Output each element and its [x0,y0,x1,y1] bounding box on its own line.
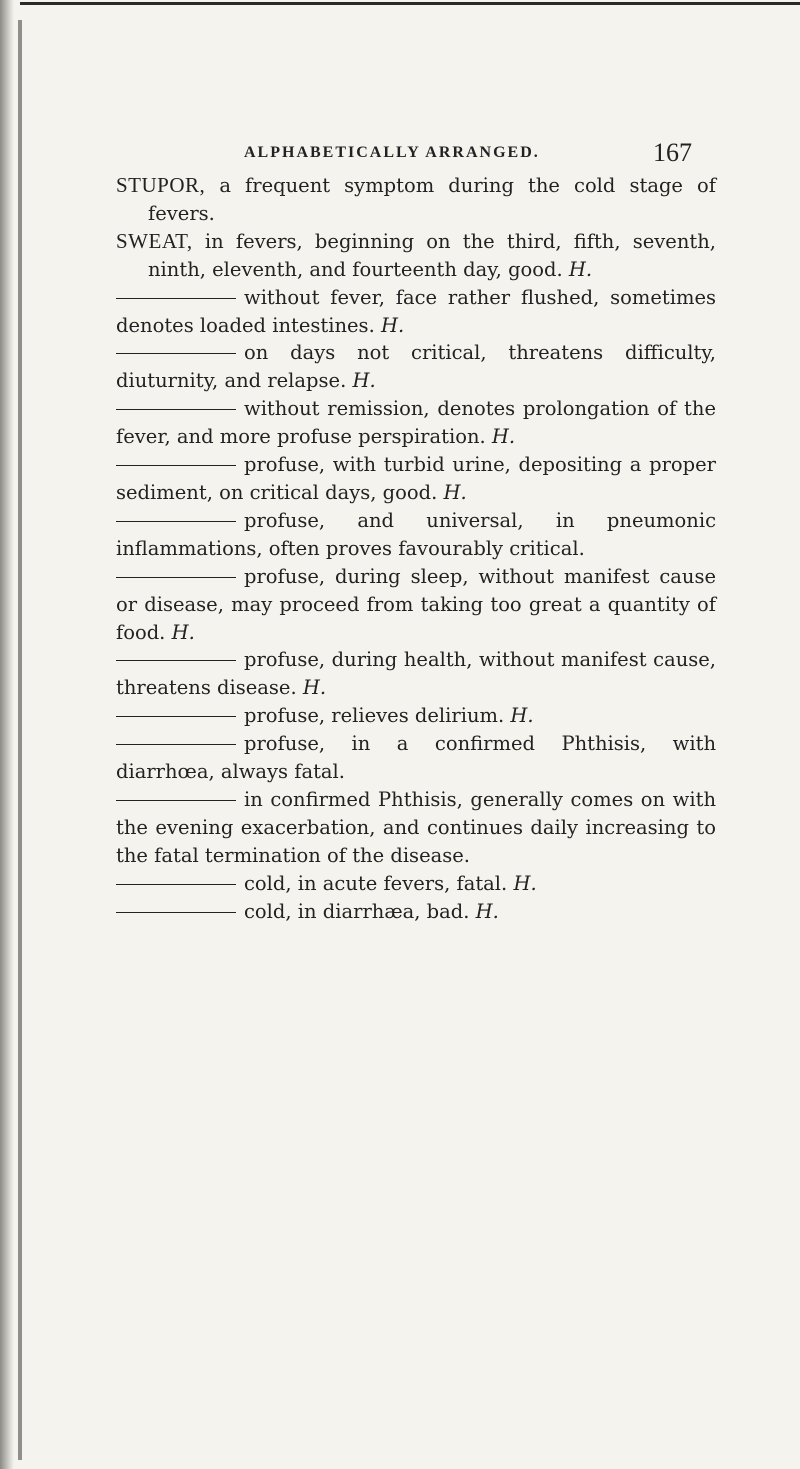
subentry [116,339,716,395]
ditto-dash [116,353,236,354]
subentry-reference: H. [352,369,376,393]
ditto-dash [116,800,236,801]
subentry-reference: H. [510,704,534,728]
subentry-reference: H. [302,676,327,700]
ditto-dash [116,298,236,299]
subentry-reference: H. [513,871,537,895]
subentry-text: cold, in diarrhæa, bad. [244,899,476,923]
subentry-text: cold, in acute fevers, fatal. [244,871,514,895]
ditto-dash [116,577,236,578]
subentry-reference: H. [171,620,195,644]
entry-text: a frequent symptom during the cold stage of fevers. [148,174,716,225]
subentry-list [116,284,716,926]
entry-text: in fevers, beginning on the third, fifth, seventh, ninth, eleventh, and fourteenth day, good. [148,229,716,281]
entry-headword: SWEAT, [116,228,193,253]
subentry-text: profuse, during sleep, without manifest cause or disease, may proceed from taking too great a quantity of food. [116,564,716,644]
subentry-reference: H. [443,480,467,504]
body-text [116,172,716,925]
subentry [116,284,716,340]
subentry-reference: H. [380,313,405,337]
ditto-dash [116,744,236,745]
subentry [116,702,716,730]
subentry-text: profuse, relieves delirium. [244,704,511,728]
ditto-dash [116,660,236,661]
subentry-reference: H. [491,425,516,449]
subentry-text: without remission, denotes prolongation of the fever, and more profuse perspiration. [116,397,716,449]
subentry [116,395,716,451]
subentry-text: profuse, and universal, in pneumonic inflammations, often proves favourably critical. [116,508,716,560]
subentry-text: profuse, during health, without manifest cause, threatens disease. [116,648,716,700]
subentry [116,898,716,926]
running-head: ALPHABETICALLY ARRANGED. [244,144,540,161]
subentry [116,730,716,786]
binding-line [18,20,22,1460]
subentry [116,870,716,898]
subentry-text: profuse, in a confirmed Phthisis, with diarrhœa, always fatal. [116,732,716,784]
ditto-dash [116,409,236,410]
subentry [116,563,716,647]
subentry-text: in confirmed Phthisis, generally comes on with the evening exacerbation, and continues daily increasing to the fatal termination of the disease. [116,787,716,867]
entry-sweat [116,228,716,284]
ditto-dash [116,521,236,522]
subentry [116,451,716,507]
ditto-dash [116,716,236,717]
subentry [116,507,716,563]
entry-reference: H. [568,257,593,281]
subentry [116,646,716,702]
ditto-dash [116,465,236,466]
page-edge-shadow [0,0,14,1469]
subentry [116,786,716,870]
entry-stupor [116,172,716,228]
subentry-text: profuse, with turbid urine, depositing a proper sediment, on critical days, good. [116,453,716,504]
ditto-dash [116,912,236,913]
subentry-reference: H. [475,899,499,923]
subentry-text: without fever, face rather flushed, sometimes denotes loaded intestines. [116,285,716,337]
subentry-text: on days not critical, threatens difficulty, diuturnity, and relapse. [116,341,716,393]
ditto-dash [116,884,236,885]
entry-headword: STUPOR, [116,173,206,197]
page-number: 167 [653,138,692,167]
top-rule [20,2,800,5]
